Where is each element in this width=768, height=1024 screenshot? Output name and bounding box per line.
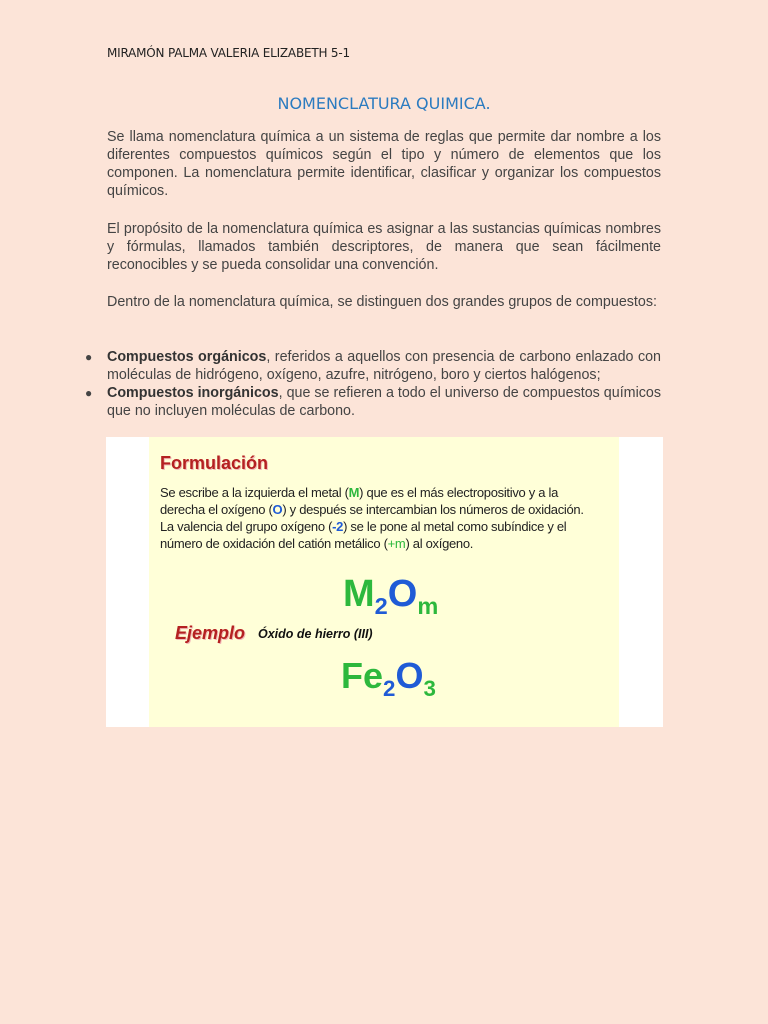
list-item (85, 384, 661, 420)
list-item (85, 348, 661, 384)
paragraph-purpose: El propósito de la nomenclatura química es asignar a las sustancias químicas nombres y fórmulas, llamados también descriptores, de manera que sean fácilmente reconocibles y se pueda consolidar una convención. (107, 221, 661, 273)
paragraph-definition: Se llama nomenclatura química a un sistema de reglas que permite dar nombre a los diferentes compuestos químicos según el tipo y número de elementos que los componen. La nomenclatura permite identificar, clasificar y organizar los compuestos químicos. (107, 129, 661, 199)
figure-description (160, 484, 600, 552)
formulation-panel (149, 437, 619, 727)
bullet-icon: ● (85, 350, 93, 364)
formula-metal: M (343, 573, 375, 615)
list-item-term: Compuestos orgánicos (107, 349, 267, 365)
desc-text: ) que es el más electropositivo y a la derecha el oxígeno ( (160, 485, 559, 517)
formula-metal: Fe (341, 655, 384, 696)
paragraph-groups: Dentro de la nomenclatura química, se distinguen dos grandes grupos de compuestos: (107, 294, 657, 310)
example-name: Óxido de hierro (III) (258, 627, 373, 641)
formula-oxygen: O (387, 573, 418, 615)
desc-text: ) al oxígeno. (405, 536, 474, 551)
list-item-text: , que se refieren a todo el universo de compuestos químicos que no incluyen moléculas de carbono. (107, 385, 661, 419)
list-item-text: , referidos a aquellos con presencia de carbono enlazado con moléculas de hidrógeno, oxígeno, azufre, nitrógeno, boro y ciertos halógenos; (107, 349, 661, 383)
compound-groups-list (85, 348, 661, 420)
desc-text: ) se le pone al metal como subíndice y el número de oxidación del catión metálico ( (160, 519, 567, 551)
formula-metal-subscript: 2 (383, 675, 396, 701)
formula-oxygen: O (395, 655, 424, 696)
example-label: Ejemplo (175, 623, 246, 643)
desc-text: Se escribe a la izquierda el metal ( (160, 485, 349, 500)
bullet-icon: ● (85, 386, 93, 400)
cation-oxidation: +m (387, 536, 406, 551)
page-title: NOMENCLATURA QUIMICA. (277, 94, 491, 113)
figure-heading: Formulación (160, 453, 269, 473)
formula-oxygen-subscript: m (417, 593, 439, 620)
formula-metal-subscript: 2 (374, 593, 388, 620)
formulation-image (106, 437, 663, 727)
general-formula (343, 573, 439, 620)
list-item-term: Compuestos inorgánicos (107, 385, 279, 401)
example-formula (341, 655, 436, 701)
oxygen-valence: -2 (332, 519, 344, 534)
metal-symbol: M (348, 485, 360, 500)
desc-text: ) y después se intercambian los números de oxidación. La valencia del grupo oxígeno ( (160, 502, 584, 534)
oxygen-symbol: O (272, 502, 283, 517)
formula-oxygen-subscript: 3 (423, 675, 436, 701)
document-header: MIRAMÓN PALMA VALERIA ELIZABETH 5-1 (107, 46, 350, 60)
